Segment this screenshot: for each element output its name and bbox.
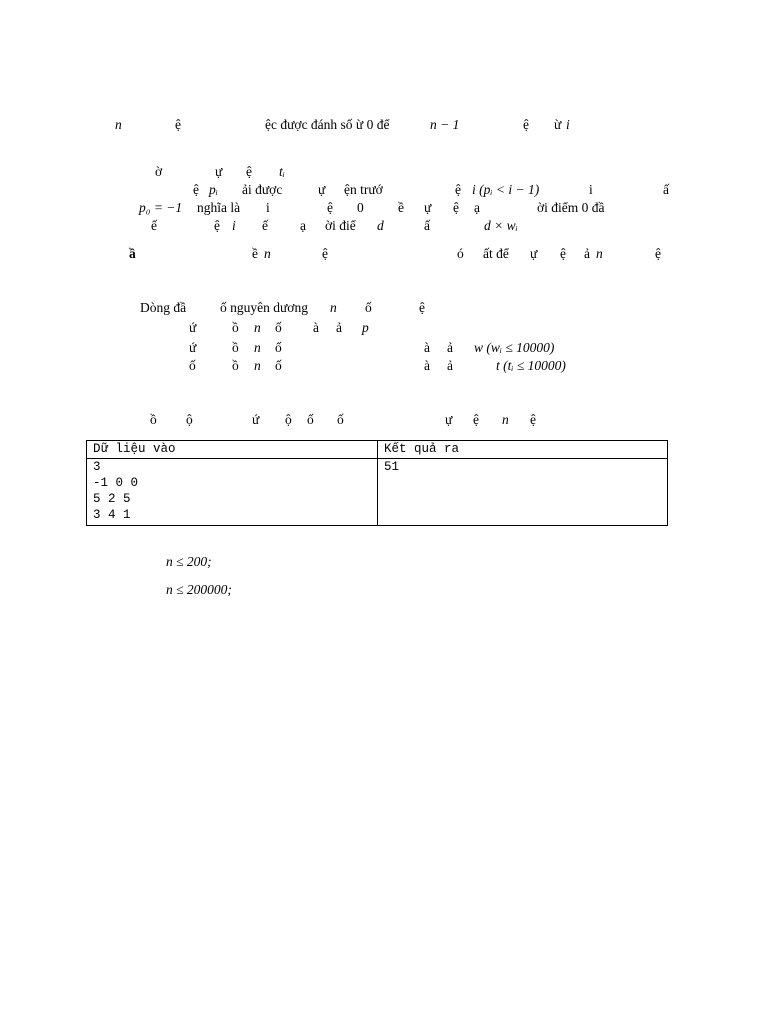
statement-fragment: ệ [214, 218, 220, 233]
statement-fragment: ấ [424, 218, 430, 233]
statement-fragment: nghĩa là [197, 200, 241, 215]
statement-fragment: ó [457, 246, 464, 261]
sample-input-line: 3 4 1 [93, 508, 131, 522]
statement-fragment: ời điể [325, 218, 356, 233]
table-row [87, 459, 668, 526]
statement-fragment: ệ [453, 200, 459, 215]
statement-fragment: n − 1 [430, 117, 460, 132]
output-fragment: ự [445, 412, 453, 427]
statement-fragment: ệ [193, 182, 199, 197]
example-table [86, 440, 668, 526]
constraint-subtask-1: n ≤ 200; [166, 554, 212, 569]
statement-fragment: ệ [246, 164, 252, 179]
input-fragment: ả [336, 320, 342, 335]
input-fragment: ố nguyên dương [220, 300, 308, 315]
statement-fragment: ệ [523, 117, 529, 132]
output-fragment: ộ [186, 412, 193, 427]
input-fragment: ồ [232, 320, 239, 335]
sample-output-line: 51 [384, 460, 400, 474]
output-fragment: ố [337, 412, 344, 427]
statement-fragment: ệ [655, 246, 661, 261]
statement-fragment: ự [215, 164, 223, 179]
output-fragment: ộ [285, 412, 292, 427]
statement-fragment: ế [262, 218, 268, 233]
input-fragment: ứ [189, 340, 197, 355]
statement-fragment: d [377, 218, 384, 233]
input-fragment: ồ [232, 340, 239, 355]
statement-fragment: ệ [175, 117, 181, 132]
statement-fragment: ệ [455, 182, 461, 197]
statement-fragment: ề [398, 200, 404, 215]
statement-fragment: i (pᵢ < i − 1) [472, 182, 540, 197]
statement-fragment: ự [318, 182, 326, 197]
statement-fragment: n [115, 117, 122, 132]
statement-fragment: ệ [560, 246, 566, 261]
statement-fragment: 0 [357, 200, 364, 215]
input-fragment: n [330, 300, 337, 315]
input-fragment: ứ [189, 320, 197, 335]
input-fragment: ố [275, 320, 282, 335]
statement-fragment: ệ [322, 246, 328, 261]
input-fragment: w (wᵢ ≤ 10000) [474, 340, 555, 355]
table-header-row [87, 441, 668, 459]
statement-fragment: ệc được đánh số ừ 0 để [265, 117, 390, 132]
statement-fragment: ấ [663, 182, 669, 197]
statement-fragment: ự [530, 246, 538, 261]
header-input: Dữ liệu vào [87, 441, 378, 459]
input-fragment: à [424, 340, 430, 355]
statement-fragment: i [566, 117, 570, 132]
input-fragment: à [424, 358, 430, 373]
input-fragment: ố [189, 358, 196, 373]
statement-fragment: p₀ = −1 [139, 200, 183, 215]
statement-fragment: i [266, 200, 270, 215]
input-fragment: à [313, 320, 319, 335]
statement-fragment: ự [424, 200, 432, 215]
statement-fragment: ạ [300, 218, 306, 233]
statement-fragment: tᵢ [279, 164, 285, 179]
output-fragment: n [502, 412, 509, 427]
statement-fragment: ề [252, 246, 258, 261]
input-fragment: n [254, 358, 261, 373]
sample-input-line: 3 [93, 460, 101, 474]
input-fragment: ả [447, 358, 453, 373]
input-fragment: n [254, 340, 261, 355]
input-fragment: ồ [232, 358, 239, 373]
input-fragment: n [254, 320, 261, 335]
input-fragment: ệ [419, 300, 425, 315]
input-fragment: ả [447, 340, 453, 355]
statement-fragment: pᵢ [209, 182, 218, 197]
statement-fragment: ện trướ [344, 182, 383, 197]
statement-fragment: n [264, 246, 271, 261]
statement-fragment: ệ [327, 200, 333, 215]
sample-input-line: -1 0 0 [93, 476, 139, 490]
statement-fragment: ạ [474, 200, 480, 215]
statement-fragment: i [232, 218, 236, 233]
input-fragment: t (tᵢ ≤ 10000) [496, 358, 566, 373]
sample-input-line: 5 2 5 [93, 492, 131, 506]
input-fragment: ố [275, 340, 282, 355]
statement-fragment: ất để [483, 246, 509, 261]
statement-fragment: ải được [242, 182, 283, 197]
statement-fragment: ời điểm 0 đầ [537, 200, 605, 215]
header-output: Kết quả ra [378, 441, 668, 459]
output-fragment: ồ [150, 412, 157, 427]
statement-fragment: d × wᵢ [484, 218, 518, 233]
statement-fragment: ế [151, 218, 157, 233]
input-fragment: ố [365, 300, 372, 315]
statement-fragment: ờ [155, 164, 163, 179]
output-fragment: ứ [252, 412, 260, 427]
constraint-subtask-2: n ≤ 200000; [166, 582, 232, 597]
input-fragment: ố [275, 358, 282, 373]
output-fragment: ệ [530, 412, 536, 427]
statement-fragment: ả [584, 246, 590, 261]
sample-input-cell [87, 459, 378, 526]
statement-fragment: ừ [554, 117, 562, 132]
sample-output-cell [378, 459, 668, 526]
statement-fragment: i [589, 182, 593, 197]
output-fragment: ệ [473, 412, 479, 427]
input-fragment: p [362, 320, 369, 335]
statement-fragment: ầ [129, 246, 136, 261]
input-fragment: Dòng đầ [140, 300, 187, 315]
statement-fragment: n [596, 246, 603, 261]
output-fragment: ố [307, 412, 314, 427]
